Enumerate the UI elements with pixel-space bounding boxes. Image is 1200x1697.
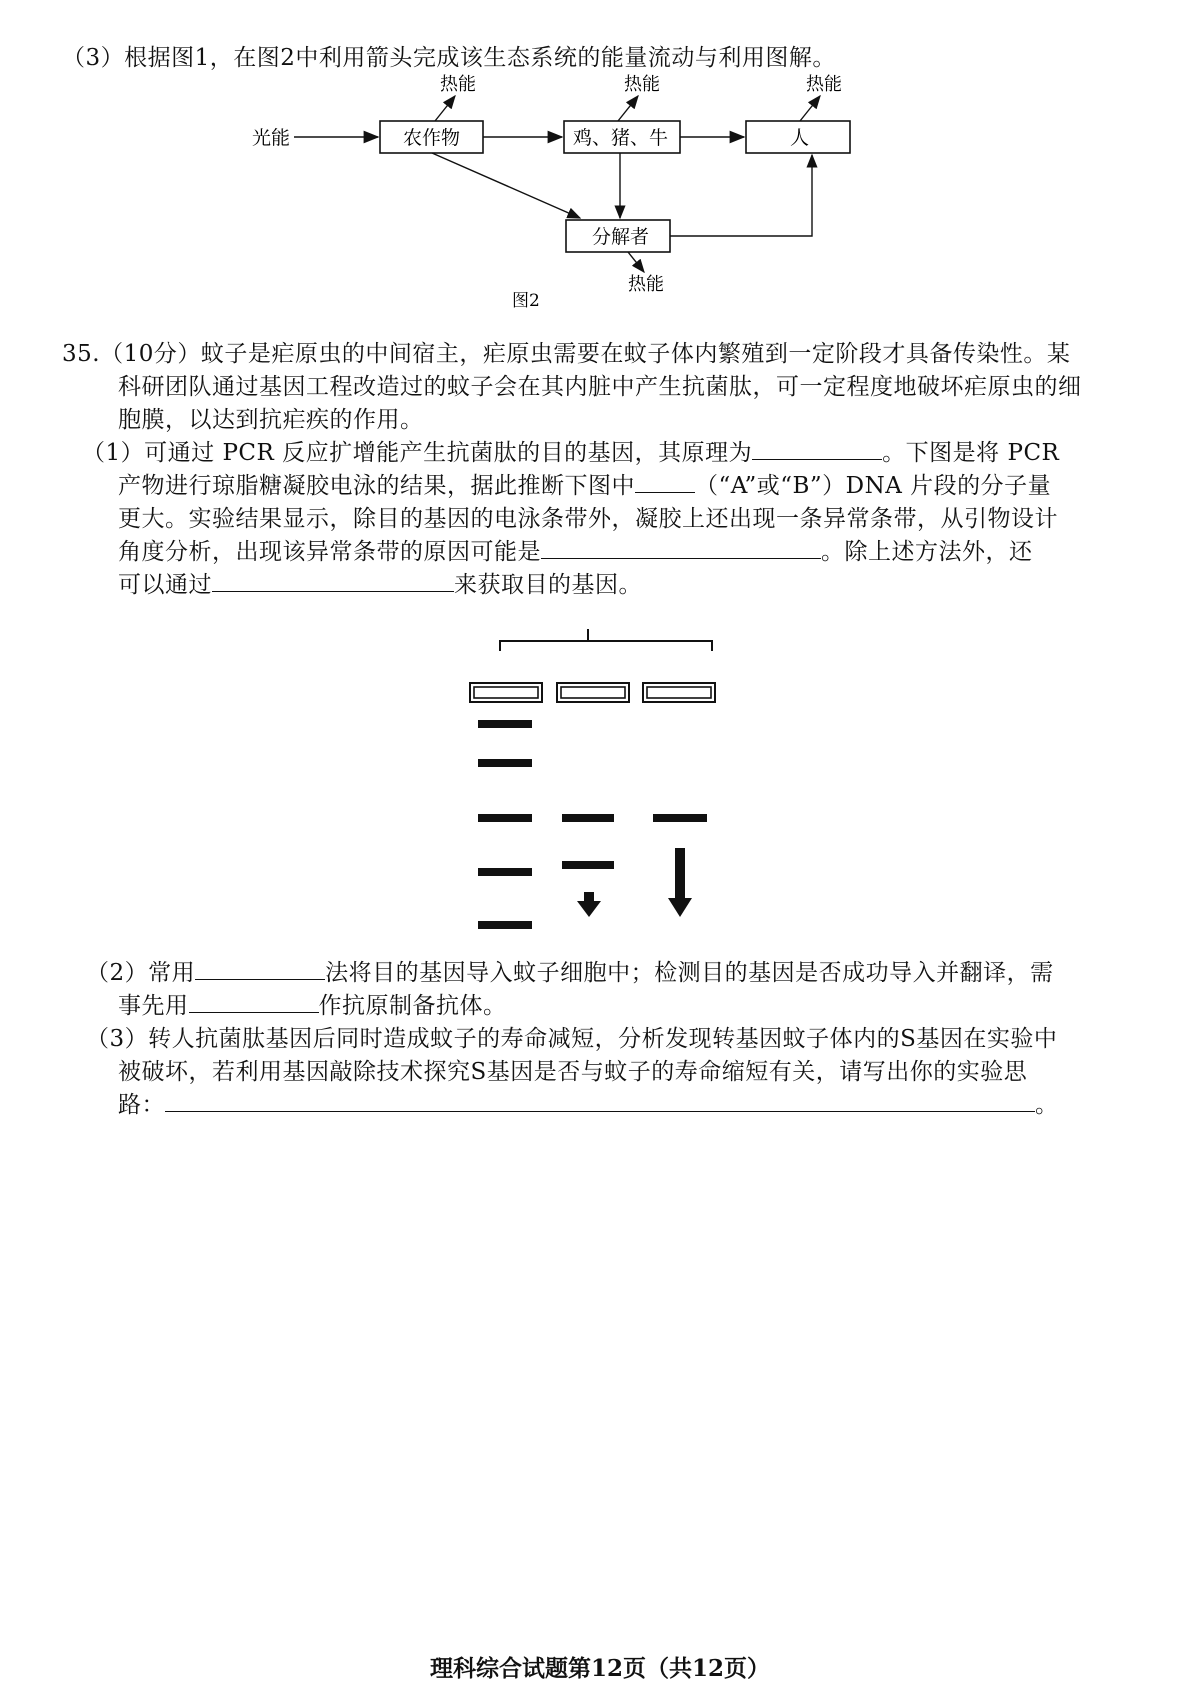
lane1-band-a xyxy=(562,814,614,822)
lane1-band-b xyxy=(562,861,614,869)
q35-intro-line-3: 胞膜，以达到抗疟疾的作用。 xyxy=(118,407,424,433)
decomposer-label: 分解者 xyxy=(592,226,650,248)
q35-part3-line-3 xyxy=(118,1089,1059,1121)
q35-p2-l1-text-b: 法将目的基因导入蚊子细胞中；检测目的基因是否成功导入并翻译，需 xyxy=(325,960,1054,986)
answer-blank-abnormal-band-reason[interactable] xyxy=(541,536,821,559)
light-energy-label: 光能 xyxy=(252,127,291,149)
q35-p1-l2-text-b: （“A”或“B”）DNA 片段的分子量 xyxy=(695,473,1052,499)
well-lane-2-inner xyxy=(647,687,711,698)
q35-p1-l2-text-a: 产物进行琼脂糖凝胶电泳的结果，据此推断下图中 xyxy=(118,473,635,499)
gel-electrophoresis-figure xyxy=(0,595,1200,955)
q35-p2-l2-text-b: 作抗原制备抗体。 xyxy=(318,993,507,1019)
q35-part1-line-3: 更大。实验结果显示，除目的基因的电泳条带外，凝胶上还出现一条异常条带，从引物设计 xyxy=(118,506,1058,532)
q35-part2-line-1 xyxy=(86,957,1054,989)
q35-p1-l4-text-b: 。除上述方法外，还 xyxy=(821,539,1033,565)
q35-part3-line-2: 被破坏，若利用基因敲除技术探究S基因是否与蚊子的寿命缩短有关，请写出你的实验思 xyxy=(118,1059,1028,1085)
q35-p1-l1-text-a: （1）可通过 PCR 反应扩增能产生抗菌肽的目的基因，其原理为 xyxy=(82,440,753,466)
heat-label-livestock: 热能 xyxy=(624,74,660,95)
q34-part3-text: （3）根据图1，在图2中利用箭头完成该生态系统的能量流动与利用图解。 xyxy=(62,45,836,71)
q35-p1-l5-text-a: 可以通过 xyxy=(118,572,212,598)
well-lane-2 xyxy=(643,683,715,702)
heat-label-human: 热能 xyxy=(806,74,842,95)
normal-arrow-shaft xyxy=(675,848,685,900)
marker-band-3 xyxy=(478,814,532,822)
marker-band-4 xyxy=(478,868,532,876)
q35-p2-l2-text-a: 事先用 xyxy=(118,993,189,1019)
well-bracket xyxy=(500,629,712,651)
q35-intro-line-1: 35.（10分）蚊子是疟原虫的中间宿主，疟原虫需要在蚊子体内繁殖到一定阶段才具备传染性。某 xyxy=(62,341,1071,367)
heat-label-crops: 热能 xyxy=(440,74,476,95)
q35-part1-line-1 xyxy=(82,437,1059,469)
q35-p3-l3-text-a: 路： xyxy=(118,1092,165,1118)
marker-band-5 xyxy=(478,921,532,929)
marker-band-1 xyxy=(478,720,532,728)
answer-blank-transfer-method[interactable] xyxy=(195,957,325,980)
energy-flow-diagram xyxy=(0,70,1200,320)
figure2-caption: 图2 xyxy=(512,291,540,311)
well-lane-1-inner xyxy=(561,687,625,698)
answer-blank-pcr-principle[interactable] xyxy=(752,437,882,460)
q35-part3-line-1: （3）转人抗菌肽基因后同时造成蚊子的寿命减短，分析发现转基因蚊子体内的S基因在实验中 xyxy=(86,1026,1058,1052)
answer-blank-experiment-design[interactable] xyxy=(165,1089,1035,1112)
livestock-label: 鸡、猪、牛 xyxy=(573,127,669,149)
q35-p1-l5-text-b: 来获取目的基因。 xyxy=(454,572,642,598)
q35-part1-line-4 xyxy=(118,536,1033,568)
q35-p1-l4-text-a: 角度分析，出现该异常条带的原因可能是 xyxy=(118,539,541,565)
well-marker-inner xyxy=(474,687,538,698)
heat-label-decomposer: 热能 xyxy=(628,274,664,295)
answer-blank-gene-acquisition-method[interactable] xyxy=(212,569,454,592)
answer-blank-antigen[interactable] xyxy=(189,990,319,1013)
q35-p2-l1-text-a: （2）常用 xyxy=(86,960,196,986)
answer-blank-a-or-b[interactable] xyxy=(635,470,695,493)
crops-label: 农作物 xyxy=(403,127,461,149)
abnormal-arrow-head xyxy=(577,901,601,917)
human-label: 人 xyxy=(790,127,810,149)
q35-part2-line-2 xyxy=(118,990,507,1022)
q35-intro-line-2: 科研团队通过基因工程改造过的蚊子会在其内脏中产生抗菌肽，可一定程度地破坏疟原虫的细 xyxy=(118,374,1082,400)
q35-p1-l1-text-b: 。下图是将 PCR xyxy=(882,440,1060,466)
lane2-band xyxy=(653,814,707,822)
well-marker xyxy=(470,683,542,702)
well-lane-1 xyxy=(557,683,629,702)
page-footer: 理科综合试题第12页（共12页） xyxy=(429,1655,770,1682)
q35-part1-line-2 xyxy=(118,470,1051,502)
q35-p3-l3-text-b: 。 xyxy=(1035,1092,1059,1118)
marker-band-2 xyxy=(478,759,532,767)
abnormal-arrow-shaft xyxy=(584,892,594,902)
normal-arrow-head xyxy=(668,898,692,917)
